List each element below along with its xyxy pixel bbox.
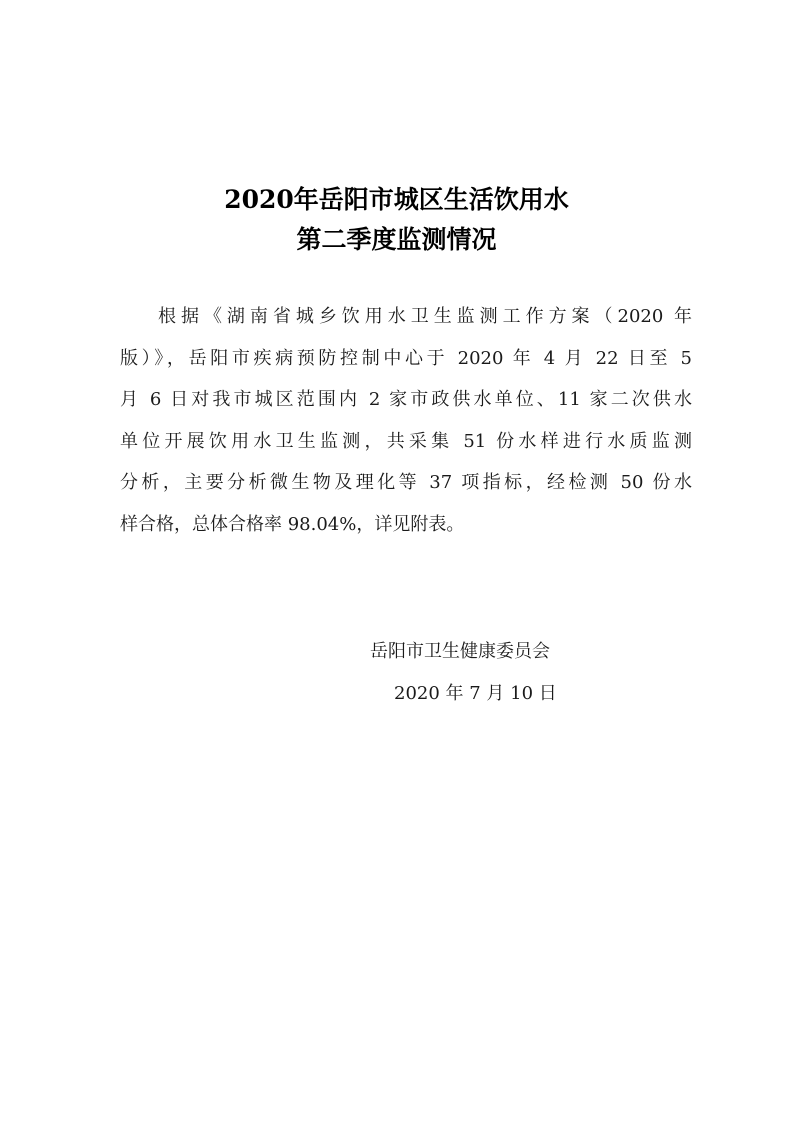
signature-organization: 岳阳市卫生健康委员会: [370, 641, 550, 662]
body-line-6: 样合格，总体合格率 98.04%，详见附表。: [120, 513, 465, 535]
body-paragraph: [120, 296, 692, 545]
document-title-line-2: 第二季度监测情况: [296, 225, 497, 254]
body-line-4: 单位开展饮用水卫生监测，共采集 51 份水样进行水质监测: [120, 430, 692, 452]
body-line-1: 根据《湖南省城乡饮用水卫生监测工作方案（2020 年: [158, 306, 692, 327]
signature-date: 2020 年 7 月 10 日: [394, 683, 557, 704]
document-title-line-1: 2020年岳阳市城区生活饮用水: [224, 185, 569, 214]
body-line-2: 版）》，岳阳市疾病预防控制中心于 2020 年 4 月 22 日至 5: [120, 347, 692, 369]
body-line-5: 分析，主要分析微生物及理化等 37 项指标，经检测 50 份水: [120, 472, 692, 493]
body-line-3: 月 6 日对我市城区范围内 2 家市政供水单位、11 家二次供水: [120, 389, 692, 410]
